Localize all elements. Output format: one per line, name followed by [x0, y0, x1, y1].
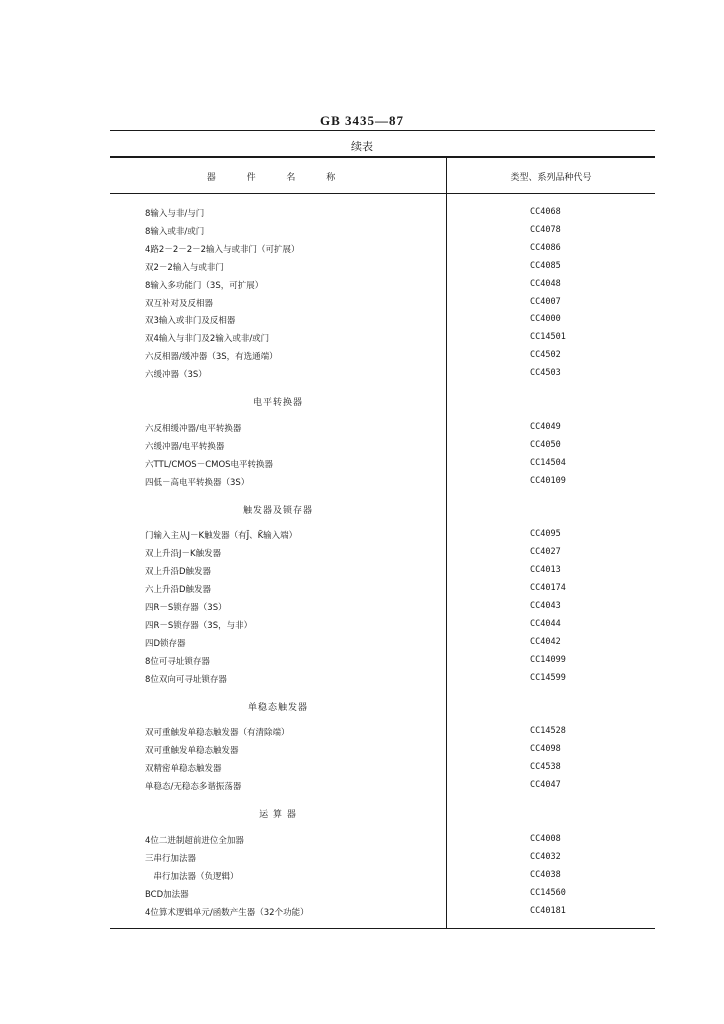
table-row: [110, 204, 655, 222]
device-code: CC4085: [530, 260, 561, 271]
device-name: 4位二进制超前进位全加器: [145, 835, 244, 846]
device-name: 8输入与非/与门: [145, 209, 205, 219]
device-code: CC4027: [530, 547, 561, 558]
device-name: 8位可寻址锁存器: [145, 656, 210, 667]
table-row: [110, 580, 655, 598]
device-code: CC4050: [530, 439, 561, 450]
device-code: CC4049: [530, 421, 561, 432]
device-name: 双可重触发单稳态触发器（有清除端）: [145, 728, 290, 739]
device-name: 四R－S锁存器（3S）: [145, 603, 227, 613]
header-device-name: 器 件 名 称: [206, 173, 350, 183]
table-row: [110, 562, 655, 580]
table-row: [110, 867, 655, 885]
device-name: 双2－2输入与或非门: [145, 262, 224, 273]
device-name: 8位双向可寻址锁存器: [145, 674, 227, 685]
device-code: CC4068: [530, 207, 561, 217]
device-name: 六缓冲器（3S）: [145, 370, 207, 381]
table-top-rule: [110, 156, 655, 158]
table-row: [110, 885, 655, 903]
device-name: 双互补对及反相器: [145, 298, 214, 309]
table-row: [110, 294, 655, 312]
table-row: [110, 670, 655, 688]
device-code: CC4032: [530, 851, 561, 862]
device-name: 六反相器/缓冲器（3S，有选通端）: [145, 352, 278, 363]
device-name: 串行加法器（负逻辑）: [145, 871, 239, 882]
device-code: CC14560: [530, 887, 566, 898]
device-code: CC40181: [530, 905, 566, 916]
device-name: 六缓冲器/电平转换器: [145, 441, 225, 452]
device-name: 四D锁存器: [145, 638, 186, 649]
device-code: CC4048: [530, 278, 561, 289]
section-heading-row: [110, 697, 655, 715]
table-row: [110, 741, 655, 759]
device-name: 4位算术逻辑单元/函数产生器（32个功能）: [145, 907, 309, 918]
section-heading: 运 算 器: [259, 810, 297, 820]
continued-label: 续表: [351, 140, 373, 153]
device-code: CC4502: [530, 350, 561, 361]
device-code: CC14528: [530, 726, 566, 737]
table-row: [110, 240, 655, 258]
table-row: [110, 616, 655, 634]
section-heading: 单稳态触发器: [247, 702, 308, 713]
device-code: CC14099: [530, 654, 566, 665]
device-name: 单稳态/无稳态多谐振荡器: [145, 782, 242, 793]
device-code: CC4095: [530, 529, 561, 540]
section-heading: 电平转换器: [252, 398, 303, 408]
device-code: CC4044: [530, 618, 561, 629]
device-name: 双上升沿J－K触发器: [145, 549, 222, 560]
device-code: CC14501: [530, 332, 566, 343]
device-name: 四低－高电平转换器（3S）: [145, 477, 250, 488]
header-bottom-rule: [110, 193, 655, 194]
device-name: 三串行加法器: [145, 853, 197, 864]
device-code: CC14504: [530, 457, 566, 468]
table-row: [110, 831, 655, 849]
device-code: CC4007: [530, 296, 561, 307]
device-code: CC4538: [530, 762, 561, 773]
table-row: [110, 455, 655, 473]
table-row: [110, 311, 655, 329]
device-name: 门输入主从J－K触发器（有J̄、K̄输入端）: [145, 531, 298, 542]
section-heading-row: [110, 500, 655, 518]
table-row: [110, 258, 655, 276]
table-row: [110, 437, 655, 455]
table-row: [110, 222, 655, 240]
device-code: CC4000: [530, 314, 561, 325]
table-row: [110, 347, 655, 365]
device-name: 六上升沿D触发器: [145, 585, 212, 596]
table-row: [110, 276, 655, 294]
table-row: [110, 419, 655, 437]
device-code: CC14599: [530, 672, 566, 683]
device-code: CC40174: [530, 583, 566, 594]
device-code: CC4503: [530, 368, 561, 379]
device-name: 8输入或非/或门: [145, 226, 205, 237]
device-name: 双可重触发单稳态触发器: [145, 746, 239, 757]
device-name: 4路2－2－2－2输入与或非门（可扩展）: [145, 244, 300, 255]
table-row: [110, 473, 655, 491]
top-rule: [110, 130, 655, 131]
device-code: CC4086: [530, 242, 561, 253]
device-code: CC4047: [530, 780, 561, 791]
device-code: CC4098: [530, 744, 561, 755]
device-code: CC4008: [530, 833, 561, 844]
section-heading-row: [110, 392, 655, 410]
section-heading-row: [110, 804, 655, 822]
device-name: 双3输入或非门及反相器: [145, 316, 236, 327]
device-name: 双4输入与非门及2输入或非/或门: [145, 334, 270, 345]
device-name: 8输入多功能门（3S，可扩展）: [145, 280, 264, 291]
table-row: [110, 365, 655, 383]
header-type-code: 类型、系列品种代号: [510, 173, 592, 183]
device-name: 六反相缓冲器/电平转换器: [145, 423, 242, 434]
device-name: 四R－S锁存器（3S，与非）: [145, 620, 253, 631]
device-code: CC40109: [530, 475, 566, 486]
device-name: BCD加法器: [145, 889, 189, 900]
table-row: [110, 652, 655, 670]
device-code: CC4013: [530, 565, 561, 576]
table-row: [110, 759, 655, 777]
device-code: CC4038: [530, 869, 561, 880]
table-row: [110, 526, 655, 544]
table-row: [110, 849, 655, 867]
table-row: [110, 903, 655, 921]
table-row: [110, 598, 655, 616]
device-code: CC4042: [530, 636, 561, 647]
table-row: [110, 777, 655, 795]
device-name: 六TTL/CMOS－CMOS电平转换器: [145, 459, 274, 470]
device-code: CC4043: [530, 601, 561, 611]
device-name: 双上升沿D触发器: [145, 567, 212, 578]
device-name: 双精密单稳态触发器: [145, 764, 222, 775]
table-row: [110, 634, 655, 652]
device-code: CC4078: [530, 224, 561, 235]
table-row: [110, 723, 655, 741]
table-bottom-rule: [110, 928, 655, 929]
section-heading: 触发器及锁存器: [242, 505, 313, 516]
standard-code: GB 3435—87: [319, 113, 405, 128]
table-row: [110, 544, 655, 562]
table-row: [110, 329, 655, 347]
